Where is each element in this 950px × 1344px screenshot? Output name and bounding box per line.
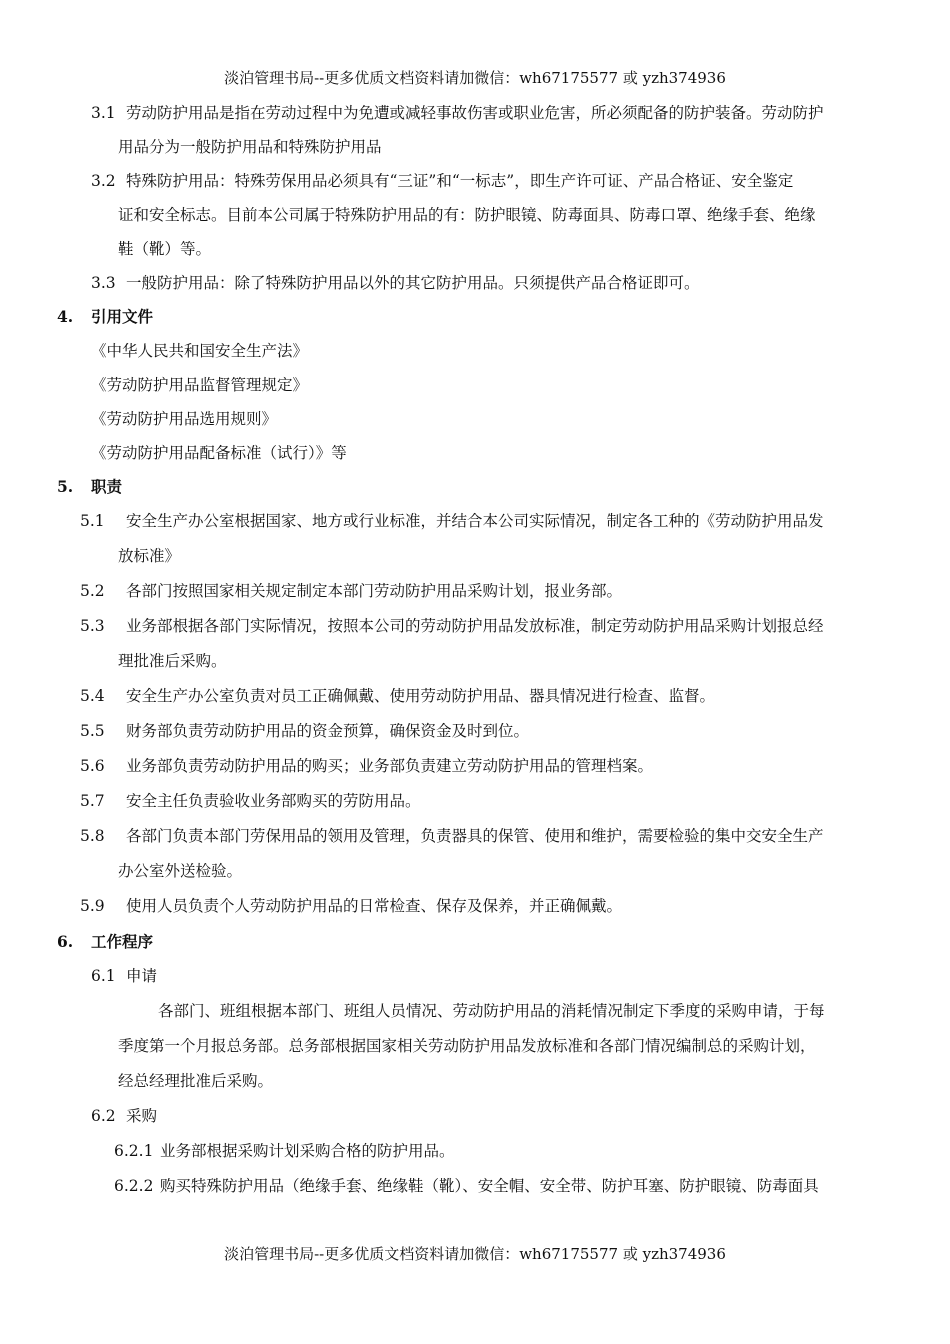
section-title: 引用文件 <box>91 307 154 326</box>
item-text: 证和安全标志。目前本公司属于特殊防护用品的有：防护眼镜、防毒面具、防毒口罩、绝缘手套、绝缘 <box>118 206 816 224</box>
subsection-number: 6.1 <box>91 967 116 985</box>
duty-item <box>0 889 950 924</box>
subsection-title: 采购 <box>126 1107 158 1125</box>
item-text: 放标准》 <box>118 547 181 565</box>
item-text: 用品分为一般防护用品和特殊防护用品 <box>118 138 382 156</box>
duty-item <box>0 749 950 784</box>
paragraph-text: 季度第一个月报总务部。总务部根据国家相关劳动防护用品发放标准和各部门情况编制总的采购计划， <box>118 1037 816 1055</box>
duty-item-continued <box>0 644 950 679</box>
reference-text: 《劳动防护用品监督管理规定》 <box>91 376 309 394</box>
item-number: 6.2.2 <box>114 1177 154 1195</box>
document-body <box>0 96 950 1204</box>
item-text: 办公室外送检验。 <box>118 862 243 880</box>
item-number: 6.2.1 <box>114 1142 154 1160</box>
item-number: 5.5 <box>80 722 105 740</box>
section-heading <box>0 470 950 504</box>
duty-item <box>0 574 950 609</box>
item-text: 业务部负责劳动防护用品的购买；业务部负责建立劳动防护用品的管理档案。 <box>126 757 654 775</box>
section-title: 工作程序 <box>91 932 154 951</box>
definition-item <box>0 96 950 130</box>
duty-item <box>0 819 950 854</box>
reference-text: 《劳动防护用品配备标准（试行）》等 <box>91 444 347 462</box>
section-title: 职责 <box>91 477 123 496</box>
item-number: 5.9 <box>80 897 105 915</box>
section-heading <box>0 300 950 334</box>
item-number: 5.1 <box>80 512 105 530</box>
item-text: 理批准后采购。 <box>118 652 227 670</box>
item-number: 3.1 <box>91 104 116 122</box>
item-text: 各部门按照国家相关规定制定本部门劳动防护用品采购计划，报业务部。 <box>126 582 623 600</box>
procurement-item <box>0 1134 950 1169</box>
item-number: 5.3 <box>80 617 105 635</box>
section-number: 5. <box>57 477 74 496</box>
paragraph-text: 经总经理批准后采购。 <box>118 1072 274 1090</box>
footer-watermark: 淡泊管理书局--更多优质文档资料请加微信：wh67175577 或 yzh374936 <box>224 1245 726 1263</box>
header-watermark: 淡泊管理书局--更多优质文档资料请加微信：wh67175577 或 yzh374936 <box>224 69 726 87</box>
definition-item-continued <box>0 130 950 164</box>
procurement-item <box>0 1169 950 1204</box>
item-text: 财务部负责劳动防护用品的资金预算，确保资金及时到位。 <box>126 722 530 740</box>
reference-item <box>0 334 950 368</box>
item-text: 使用人员负责个人劳动防护用品的日常检查、保存及保养，并正确佩戴。 <box>126 897 623 915</box>
paragraph-line <box>0 994 950 1029</box>
reference-item <box>0 402 950 436</box>
duty-item <box>0 714 950 749</box>
reference-text: 《劳动防护用品选用规则》 <box>91 410 278 428</box>
reference-text: 《中华人民共和国安全生产法》 <box>91 342 309 360</box>
item-text: 劳动防护用品是指在劳动过程中为免遭或减轻事故伤害或职业危害，所必须配备的防护装备。劳动防护 <box>126 104 824 122</box>
subsection-heading <box>0 1099 950 1134</box>
duty-item <box>0 679 950 714</box>
reference-item <box>0 368 950 402</box>
section-number: 6. <box>57 932 74 951</box>
definition-item-continued <box>0 232 950 266</box>
item-text: 安全生产办公室根据国家、地方或行业标准，并结合本公司实际情况，制定各工种的《劳动防护用品发 <box>126 512 824 530</box>
duty-item <box>0 504 950 539</box>
item-text: 安全主任负责验收业务部购买的劳防用品。 <box>126 792 421 810</box>
item-text: 各部门负责本部门劳保用品的领用及管理，负责器具的保管、使用和维护，需要检验的集中交安全生产 <box>126 827 824 845</box>
definition-item <box>0 164 950 198</box>
item-text: 一般防护用品：除了特殊防护用品以外的其它防护用品。只须提供产品合格证即可。 <box>126 274 700 292</box>
item-text: 鞋（靴）等。 <box>118 240 212 258</box>
duty-item-continued <box>0 539 950 574</box>
definition-item <box>0 266 950 300</box>
item-number: 5.8 <box>80 827 105 845</box>
paragraph-line <box>0 1029 950 1064</box>
subsection-heading <box>0 959 950 994</box>
item-text: 业务部根据各部门实际情况，按照本公司的劳动防护用品发放标准，制定劳动防护用品采购计划报总经 <box>126 617 824 635</box>
item-text: 特殊防护用品：特殊劳保用品必须具有“三证”和“一标志”，即生产许可证、产品合格证、安全鉴定 <box>126 172 794 190</box>
item-number: 5.7 <box>80 792 105 810</box>
paragraph-text: 各部门、班组根据本部门、班组人员情况、劳动防护用品的消耗情况制定下季度的采购申请，于每 <box>158 1002 825 1020</box>
reference-item <box>0 436 950 470</box>
duty-item-continued <box>0 854 950 889</box>
item-number: 5.6 <box>80 757 105 775</box>
item-number: 5.2 <box>80 582 105 600</box>
definition-item-continued <box>0 198 950 232</box>
subsection-number: 6.2 <box>91 1107 116 1125</box>
duty-item <box>0 609 950 644</box>
item-text: 业务部根据采购计划采购合格的防护用品。 <box>160 1142 455 1160</box>
section-number: 4. <box>57 307 74 326</box>
item-text: 购买特殊防护用品（绝缘手套、绝缘鞋（靴）、安全帽、安全带、防护耳塞、防护眼镜、防毒面具 <box>160 1177 819 1195</box>
item-number: 3.2 <box>91 172 116 190</box>
item-number: 5.4 <box>80 687 105 705</box>
item-text: 安全生产办公室负责对员工正确佩戴、使用劳动防护用品、器具情况进行检查、监督。 <box>126 687 716 705</box>
subsection-title: 申请 <box>126 967 158 985</box>
duty-item <box>0 784 950 819</box>
paragraph-line <box>0 1064 950 1099</box>
item-number: 3.3 <box>91 274 116 292</box>
section-heading <box>0 924 950 959</box>
